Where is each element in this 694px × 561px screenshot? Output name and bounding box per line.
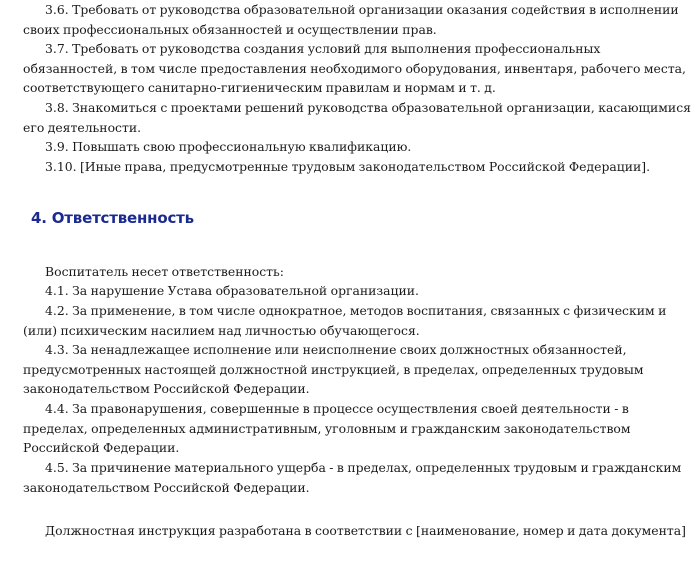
section-heading: 4. Ответственность	[31, 209, 194, 227]
intro-text: Воспитатель несет ответственность:	[45, 264, 284, 279]
paragraph-3-6: 3.6. Требовать от руководства образовательной организации оказания содействия в исполнении своих профессиональных обязанностей и осуществлении прав.	[23, 2, 679, 37]
closing-text: Должностная инструкция разработана в соответствии с [наименование, номер и дата документа]	[45, 523, 686, 538]
paragraph-4-3: 4.3. За ненадлежащее исполнение или неисполнение своих должностных обязанностей, предусмотренных настоящей должностной инструкцией, в пределах, определенных трудовым законодательством Российской Федерации.	[23, 342, 644, 396]
paragraph-4-4: 4.4. За правонарушения, совершенные в процессе осуществления своей деятельности - в пределах, определенных административным, уголовным и гражданским законодательством Российской Федерации.	[23, 401, 631, 455]
paragraph-4-5: 4.5. За причинение материального ущерба - в пределах, определенных трудовым и гражданским законодательством Российской Федерации.	[23, 460, 682, 495]
paragraph-4-1: 4.1. За нарушение Устава образовательной организации.	[45, 283, 419, 298]
paragraph-3-7: 3.7. Требовать от руководства создания условий для выполнения профессиональных обязанностей, в том числе предоставления необходимого оборудования, инвентаря, рабочего места, соответствующего санитарно-гигиеническим правилам и нормам и т. д.	[23, 41, 686, 95]
paragraph-3-9: 3.9. Повышать свою профессиональную квалификацию.	[45, 139, 412, 154]
paragraph-3-10: 3.10. [Иные права, предусмотренные трудовым законодательством Российской Федерации].	[45, 159, 651, 174]
paragraph-3-8: 3.8. Знакомиться с проектами решений руководства образовательной организации, касающимися его деятельности.	[23, 100, 691, 135]
paragraph-4-2: 4.2. За применение, в том числе однократное, методов воспитания, связанных с физическим и (или) психическим насилием над личностью обучающегося.	[23, 303, 667, 338]
